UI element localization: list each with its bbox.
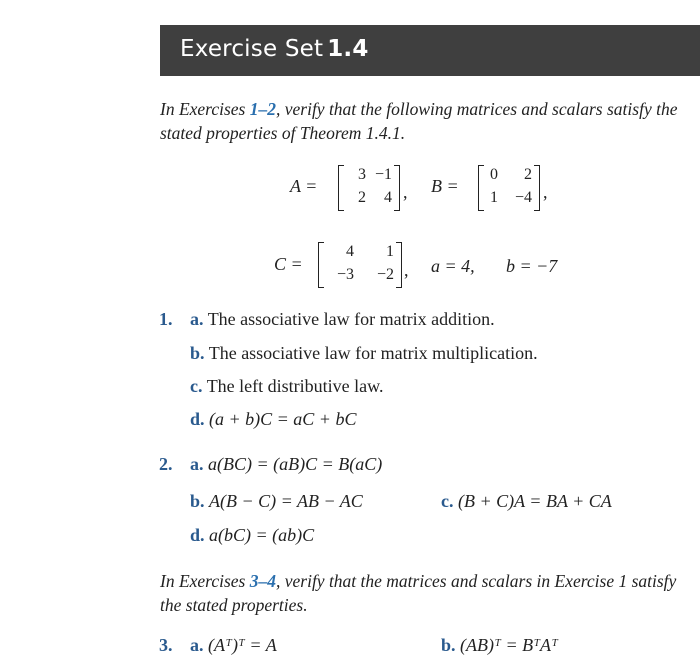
item-letter: b. — [441, 635, 456, 655]
item-text: (a + b)C = aC + bC — [209, 409, 357, 429]
exercise-number: 1. — [159, 309, 173, 329]
exercise-ref-link-2[interactable]: 3–4 — [249, 571, 276, 591]
matrix-b-cell-22: −4 — [514, 189, 532, 206]
matrix-c-label — [274, 254, 303, 275]
section-title-text: Exercise Set — [180, 36, 324, 62]
item-text: a(bC) = (ab)C — [209, 525, 315, 545]
intro-paragraph-1 — [160, 97, 690, 145]
exercise-2a — [190, 454, 382, 475]
item-letter: c. — [441, 491, 454, 511]
item-letter: d. — [190, 409, 205, 429]
matrix-c-cell-21: −3 — [336, 266, 354, 283]
exercise-3a — [190, 635, 277, 656]
matrix-c — [318, 242, 402, 288]
matrix-c-cell-11: 4 — [346, 243, 354, 260]
matrix-c-cell-22: −2 — [376, 266, 394, 283]
item-letter: d. — [190, 525, 205, 545]
matrix-a-cell-11: 3 — [358, 166, 366, 183]
exercise-1b — [190, 343, 538, 364]
item-letter: a. — [190, 309, 204, 329]
matrix-b-label — [431, 176, 459, 197]
matrix-b-cell-12: 2 — [524, 166, 532, 183]
intro-2-post: , verify that the matrices and scalars in Exercise 1 satisfy the stated properties. — [160, 571, 677, 615]
matrix-a-cell-21: 2 — [358, 189, 366, 206]
matrix-a-cell-22: 4 — [384, 189, 392, 206]
matrix-a-label-text: A = — [290, 176, 318, 196]
exercise-1a — [190, 309, 495, 330]
item-text: A(B − C) = AB − AC — [209, 491, 363, 511]
matrix-a-cell-12: −1 — [374, 166, 392, 183]
item-text: The associative law for matrix multiplication. — [208, 343, 538, 363]
comma-b: , — [543, 182, 548, 202]
item-letter: a. — [190, 635, 204, 655]
scalar-a-text: a = 4, — [431, 256, 475, 276]
intro-1-post: , verify that the following matrices and scalars satisfy the stated properties of Theorem 1.4.1. — [160, 99, 678, 143]
exercise-2d — [190, 525, 314, 546]
bracket-right — [394, 165, 400, 211]
matrix-b-label-text: B = — [431, 176, 459, 196]
bracket-right — [534, 165, 540, 211]
item-text: (B + C)A = BA + CA — [458, 491, 612, 511]
item-letter: c. — [190, 376, 203, 396]
exercise-2c — [441, 491, 612, 512]
section-number: 1.4 — [327, 36, 369, 62]
exercise-2b — [190, 491, 363, 512]
matrix-c-cell-12: 1 — [386, 243, 394, 260]
matrix-c-label-text: C = — [274, 254, 303, 274]
item-text: (Aᵀ)ᵀ = A — [208, 635, 277, 655]
section-header — [160, 25, 700, 76]
item-letter: b. — [190, 343, 205, 363]
matrix-b-cell-21: 1 — [490, 189, 498, 206]
item-text: a(BC) = (aB)C = B(aC) — [208, 454, 383, 474]
comma-a: , — [403, 182, 408, 202]
matrix-a-label — [290, 176, 317, 197]
exercise-1c — [190, 376, 383, 397]
matrix-b — [478, 165, 540, 211]
item-letter: a. — [190, 454, 204, 474]
item-text: (AB)ᵀ = BᵀAᵀ — [460, 635, 558, 655]
intro-1-pre: In Exercises — [160, 99, 250, 119]
item-text: The left distributive law. — [206, 376, 384, 396]
exercise-number: 2. — [159, 454, 173, 474]
exercise-number: 3. — [159, 635, 173, 655]
item-letter: b. — [190, 491, 205, 511]
exercise-ref-link-1[interactable]: 1–2 — [249, 99, 276, 119]
exercise-3b — [441, 635, 558, 656]
exercise-1-number — [159, 309, 173, 330]
exercise-2-number — [159, 454, 173, 475]
matrix-a — [338, 165, 400, 211]
intro-2-pre: In Exercises — [160, 571, 250, 591]
comma-c: , — [404, 260, 409, 280]
scalar-b — [506, 256, 557, 277]
scalar-b-text: b = −7 — [506, 256, 558, 276]
section-title — [180, 36, 369, 62]
bracket-right — [396, 242, 402, 288]
exercise-1d — [190, 409, 356, 430]
item-text: The associative law for matrix addition. — [207, 309, 495, 329]
intro-paragraph-2 — [160, 569, 690, 617]
scalar-a — [431, 256, 475, 277]
matrix-b-cell-11: 0 — [490, 166, 498, 183]
exercise-3-number — [159, 635, 173, 656]
